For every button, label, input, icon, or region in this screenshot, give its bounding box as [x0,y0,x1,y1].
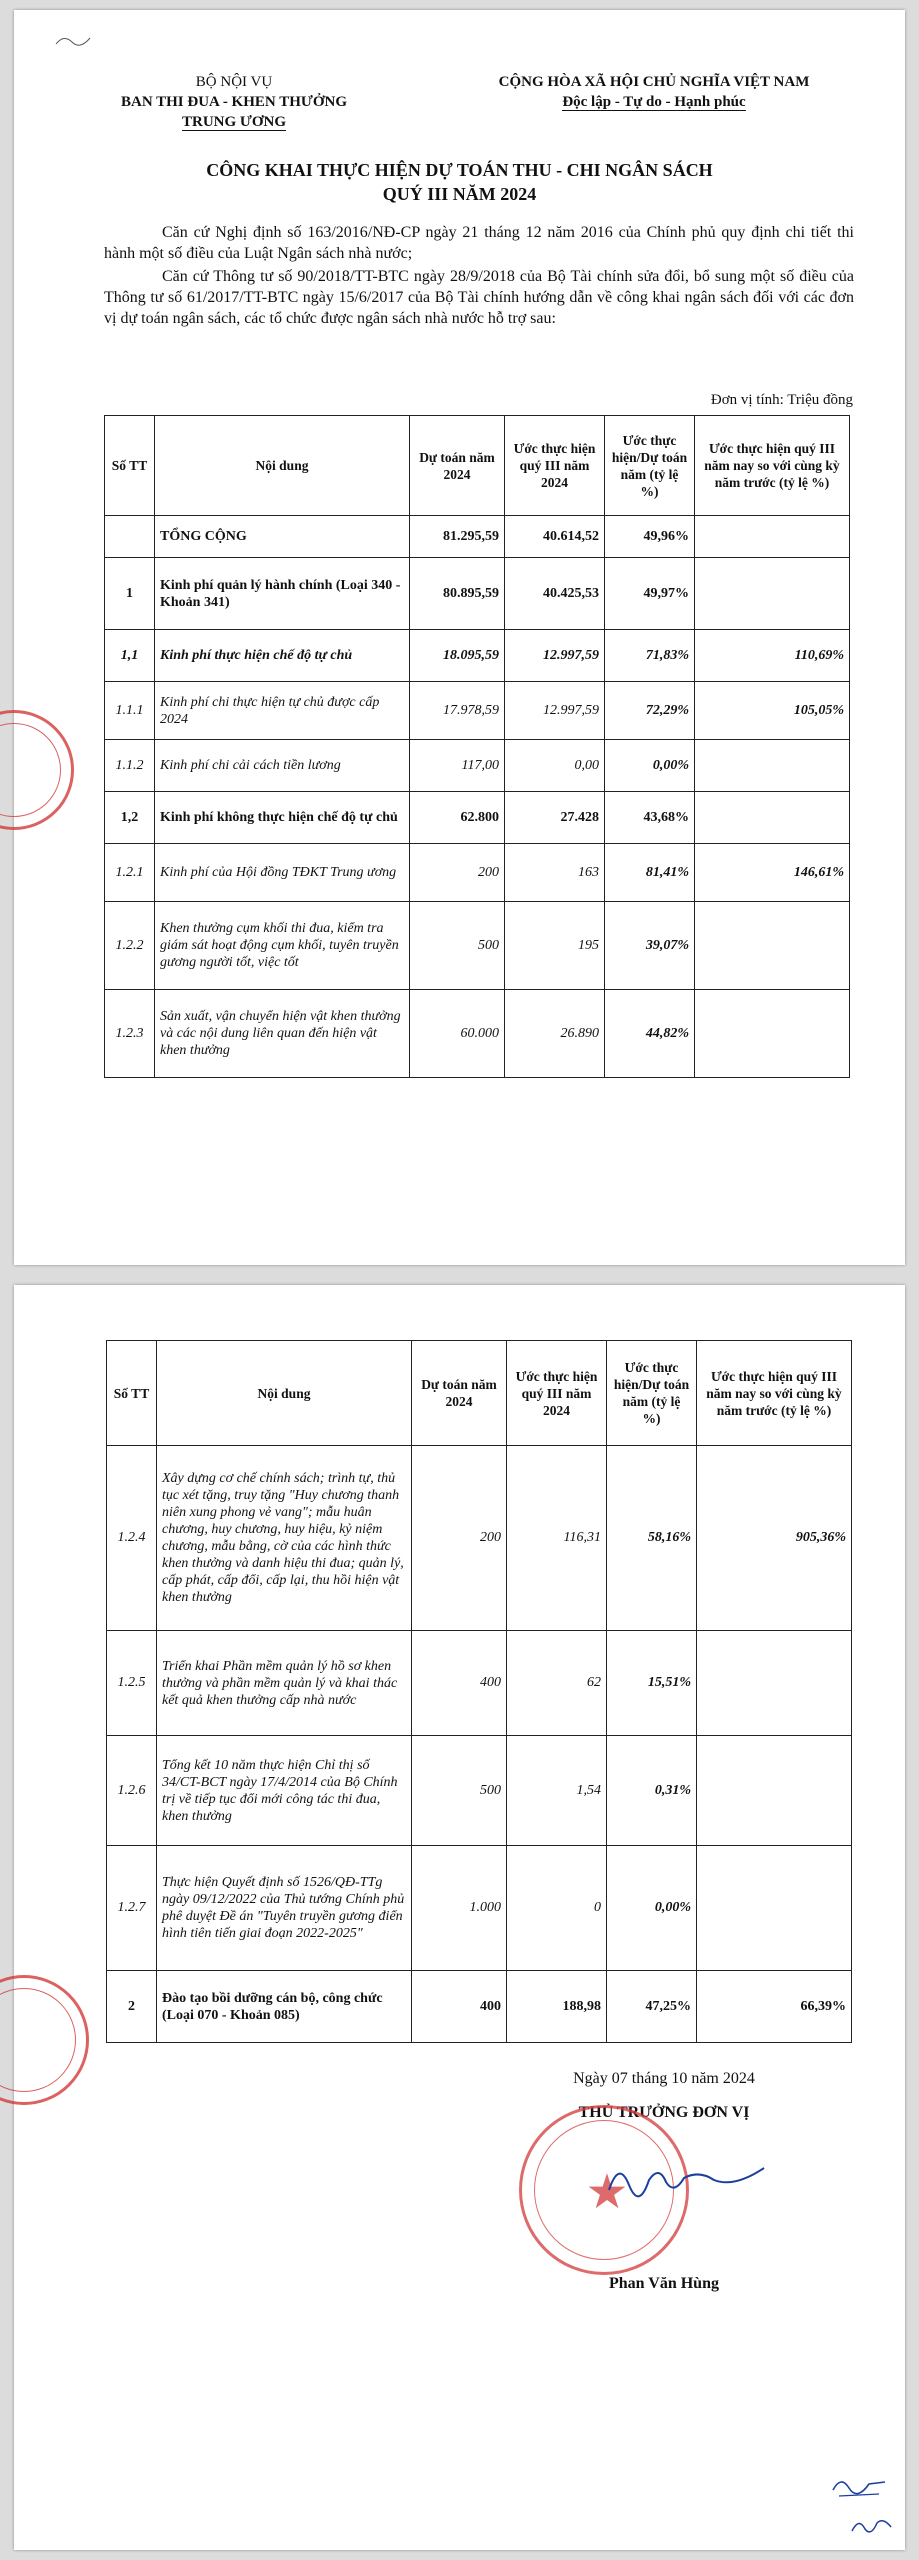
table-row [105,630,850,682]
row-content: Tổng kết 10 năm thực hiện Chỉ thị số 34/CT-BCT ngày 17/4/2014 của Bộ Chính trị về tiếp tục đổi mới công tác thi đua, khen thưởng [157,1736,412,1846]
row-actual: 12.997,59 [505,682,605,740]
country-name: CỘNG HÒA XÃ HỘI CHỦ NGHĨA VIỆT NAM [498,74,810,90]
row-stt: 1,1 [105,630,155,682]
table-row [105,792,850,844]
row-stt: 1.2.2 [105,902,155,990]
table-row [107,1971,852,2043]
row-estimate: 117,00 [410,740,505,792]
row-ratio: 72,29% [605,682,695,740]
table-row [105,844,850,902]
row-actual: 0,00 [505,740,605,792]
budget-table-1 [104,415,850,1078]
row-estimate: 500 [412,1736,507,1846]
table-row [105,516,850,558]
table-row [107,1446,852,1631]
row-yoy [695,902,850,990]
row-stt: 1.2.3 [105,990,155,1078]
row-content: Khen thưởng cụm khối thi đua, kiểm tra giám sát hoạt động cụm khối, tuyên truyền gương người tốt, việc tốt [155,902,410,990]
col-yoy: Ước thực hiện quý III năm nay so với cùng kỳ năm trước (tỷ lệ %) [695,416,850,516]
row-stt: 2 [107,1971,157,2043]
row-content: Triển khai Phần mềm quản lý hồ sơ khen thưởng và phần mềm quản lý và khai thác kết quả khen thưởng cấp nhà nước [157,1631,412,1736]
row-yoy: 110,69% [695,630,850,682]
table-row [105,682,850,740]
row-actual: 62 [507,1631,607,1736]
row-content: Kinh phí của Hội đồng TĐKT Trung ương [155,844,410,902]
row-content: Kinh phí thực hiện chế độ tự chủ [155,630,410,682]
intro-paragraph-1-text: Căn cứ Nghị định số 163/2016/NĐ-CP ngày 21 tháng 12 năm 2016 của Chính phủ quy định chi tiết thi hành một số điều của Luật Ngân sách nhà nước; [104,224,854,262]
row-actual: 40.425,53 [505,558,605,630]
row-yoy [695,516,850,558]
row-stt: 1.1.1 [105,682,155,740]
table-row [107,1846,852,1971]
col-stt: Số TT [105,416,155,516]
row-stt: 1.1.2 [105,740,155,792]
initials-mark-icon [849,2513,894,2538]
col-ratio: Ước thực hiện/Dự toán năm (tỷ lệ %) [605,416,695,516]
table-row [107,1736,852,1846]
row-ratio: 49,97% [605,558,695,630]
col-estimate: Dự toán năm 2024 [412,1341,507,1446]
signature-block [514,2070,814,2122]
col-estimate: Dự toán năm 2024 [410,416,505,516]
ministry-name: BỘ NỘI VỤ [195,74,273,90]
row-ratio: 39,07% [605,902,695,990]
row-actual: 26.890 [505,990,605,1078]
table-row [105,990,850,1078]
row-stt: 1,2 [105,792,155,844]
table-row [105,740,850,792]
row-ratio: 0,00% [605,740,695,792]
row-yoy: 66,39% [697,1971,852,2043]
col-actual: Ước thực hiện quý III năm 2024 [505,416,605,516]
row-estimate: 81.295,59 [410,516,505,558]
signer-name: Phan Văn Hùng [609,2275,719,2292]
row-actual: 116,31 [507,1446,607,1631]
row-yoy: 105,05% [695,682,850,740]
national-motto: Độc lập - Tự do - Hạnh phúc [562,94,746,110]
row-content: Đào tạo bồi dưỡng cán bộ, công chức (Loại 070 - Khoản 085) [157,1971,412,2043]
row-actual: 188,98 [507,1971,607,2043]
row-actual: 1,54 [507,1736,607,1846]
intro-paragraph-2 [104,266,854,329]
col-content: Nội dung [157,1341,412,1446]
row-ratio: 49,96% [605,516,695,558]
row-content: Kinh phí chi thực hiện tự chủ được cấp 2024 [155,682,410,740]
row-ratio: 43,68% [605,792,695,844]
row-yoy: 905,36% [697,1446,852,1631]
row-stt: 1.2.1 [105,844,155,902]
row-content: TỔNG CỘNG [155,516,410,558]
agency-name-line1: BAN THI ĐUA - KHEN THƯỞNG [120,94,347,110]
col-ratio: Ước thực hiện/Dự toán năm (tỷ lệ %) [607,1341,697,1446]
row-content: Kinh phí quản lý hành chính (Loại 340 - Khoản 341) [155,558,410,630]
table-header-row [105,416,850,516]
row-stt: 1.2.5 [107,1631,157,1736]
row-estimate: 200 [412,1446,507,1631]
row-ratio: 71,83% [605,630,695,682]
row-estimate: 200 [410,844,505,902]
row-actual: 0 [507,1846,607,1971]
document-page-2 [14,1285,905,2550]
row-ratio: 0,31% [607,1736,697,1846]
row-estimate: 1.000 [412,1846,507,1971]
row-estimate: 500 [410,902,505,990]
intro-paragraph-2-text: Căn cứ Thông tư số 90/2018/TT-BTC ngày 28/9/2018 của Bộ Tài chính sửa đổi, bổ sung một số điều của Thông tư số 61/2017/TT-BTC ngày 15/6/2017 của Bộ Tài chính hướng dẫn về công khai ngân sách đối với các đơn vị dự toán ngân sách, các tổ chức được ngân sách nhà nước hỗ trợ sau: [104,268,854,327]
row-actual: 12.997,59 [505,630,605,682]
document-title [14,158,905,206]
col-stt: Số TT [107,1341,157,1446]
table-row [105,902,850,990]
col-actual: Ước thực hiện quý III năm 2024 [507,1341,607,1446]
official-seal-icon: ★ [519,2105,689,2275]
row-yoy [697,1736,852,1846]
row-yoy [695,558,850,630]
official-seal-icon [0,1975,89,2105]
handwritten-signature-icon [604,2150,774,2210]
row-estimate: 18.095,59 [410,630,505,682]
row-ratio: 0,00% [607,1846,697,1971]
row-ratio: 47,25% [607,1971,697,2043]
document-title-line2: QUÝ III NĂM 2024 [382,184,537,204]
col-content: Nội dung [155,416,410,516]
row-estimate: 62.800 [410,792,505,844]
table-row [107,1631,852,1736]
row-ratio: 81,41% [605,844,695,902]
signer-name-block [514,2275,814,2293]
agency-name-line2: TRUNG ƯƠNG [181,114,287,130]
row-content: Xây dựng cơ chế chính sách; trình tự, thủ tục xét tặng, truy tặng "Huy chương thanh niên xung phong vẻ vang"; mẫu huân chương, huy chương, huy hiệu, kỷ niệm chương, mẫu bằng, cờ của các hình thức khen thưởng và danh hiệu thi đua; quản lý, cấp phát, cấp đổi, cấp lại, thu hồi hiện vật khen thưởng [157,1446,412,1631]
col-yoy: Ước thực hiện quý III năm nay so với cùng kỳ năm trước (tỷ lệ %) [697,1341,852,1446]
row-stt: 1.2.6 [107,1736,157,1846]
table-row [105,558,850,630]
scribble-mark-icon [54,30,94,50]
row-stt: 1.2.4 [107,1446,157,1631]
row-actual: 27.428 [505,792,605,844]
row-estimate: 80.895,59 [410,558,505,630]
row-content: Kinh phí chi cải cách tiền lương [155,740,410,792]
document-page-1 [14,10,905,1265]
row-stt: 1 [105,558,155,630]
initials-mark-icon [829,2470,889,2500]
row-estimate: 17.978,59 [410,682,505,740]
row-stt [105,516,155,558]
row-ratio: 15,51% [607,1631,697,1736]
signing-date: Ngày 07 tháng 10 năm 2024 [573,2070,755,2087]
row-yoy [697,1846,852,1971]
national-header [419,72,889,112]
row-actual: 195 [505,902,605,990]
row-estimate: 60.000 [410,990,505,1078]
row-estimate: 400 [412,1971,507,2043]
row-yoy [695,990,850,1078]
row-content: Sản xuất, vận chuyển hiện vật khen thưởng và các nội dung liên quan đến hiện vật khen thưởng [155,990,410,1078]
official-seal-icon [0,710,74,830]
row-content: Thực hiện Quyết định số 1526/QĐ-TTg ngày 09/12/2022 của Thủ tướng Chính phủ phê duyệt Đề án "Tuyên truyền gương điển hình tiên tiến giai đoạn 2022-2025" [157,1846,412,1971]
row-ratio: 58,16% [607,1446,697,1631]
row-yoy [695,792,850,844]
unit-note: Đơn vị tính: Triệu đồng [710,392,853,408]
row-yoy [697,1631,852,1736]
signer-position: THỦ TRƯỞNG ĐƠN VỊ [578,2104,750,2121]
row-actual: 40.614,52 [505,516,605,558]
issuing-agency [104,72,364,132]
budget-table-2 [106,1340,852,2043]
row-estimate: 400 [412,1631,507,1736]
row-yoy: 146,61% [695,844,850,902]
table-header-row [107,1341,852,1446]
intro-paragraph-1 [104,222,854,264]
row-yoy [695,740,850,792]
document-title-line1: CÔNG KHAI THỰC HIỆN DỰ TOÁN THU - CHI NGÂN SÁCH [206,160,713,180]
row-content: Kinh phí không thực hiện chế độ tự chủ [155,792,410,844]
row-ratio: 44,82% [605,990,695,1078]
row-stt: 1.2.7 [107,1846,157,1971]
row-actual: 163 [505,844,605,902]
